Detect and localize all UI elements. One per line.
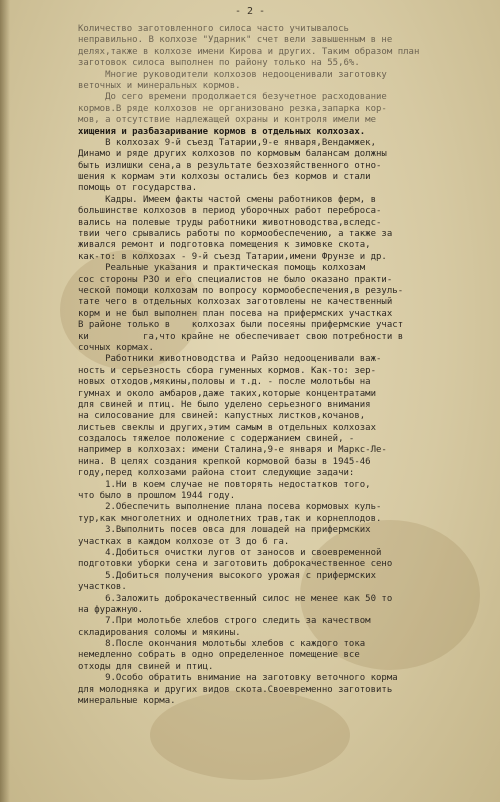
text-line: 4.Добиться очистки лугов от заносов и своевременной	[78, 547, 382, 558]
text-line: тур,как многолетних и однолетних трав,так и корнеплодов.	[78, 513, 382, 524]
text-line: 2.Обеспечить выполнение плана посева кормовых куль-	[78, 502, 382, 513]
text-line: быть излишки сена,а в результате безхозяйственного отно-	[78, 160, 382, 171]
text-line: ческой помощи колхозам по вопросу кормообеспечения,в резуль-	[78, 285, 404, 296]
text-line: тате чего в отдельных колхозах заготовлены не качественный	[78, 297, 393, 308]
typewritten-text	[78, 24, 494, 707]
text-line: В районе только в колхозах были посеяны прифермские участ	[78, 320, 404, 331]
text-line: листьев свеклы и других,этим самым в отдельных колхозах	[78, 422, 377, 433]
text-line: В колхозах 9-й съезд Татарии,9-е января,Вендамжек,	[78, 137, 377, 148]
text-line: помощь от государства.	[78, 183, 198, 194]
text-line: отходы для свиней и птиц.	[78, 661, 214, 672]
text-line: на фуражную.	[78, 604, 144, 615]
text-line: году,перед колхозами района стоит следующие задачи:	[78, 468, 355, 479]
text-line: 8.После окончания молотьбы хлебов с каждого тока	[78, 639, 366, 650]
page-number: - 2 -	[234, 6, 266, 17]
text-line: сос стороны РЗО и его специалистов не было оказано практи-	[78, 274, 393, 285]
text-line: для свиней и птиц. Не было уделено серьезного внимания	[78, 399, 371, 410]
text-line: например в колхозах: имени Сталина,9-е января и Маркс-Ле-	[78, 445, 387, 456]
page-edge-shadow	[0, 0, 10, 802]
text-line: что было в прошлом 1944 году.	[78, 491, 236, 502]
text-line: Количество заготовленного силоса часто учитывалось	[78, 24, 349, 34]
text-line: большинстве колхозов в период уборочных работ переброса-	[78, 206, 382, 217]
text-line: хищения и разбазаривание кормов в отдельных колхозах.	[78, 126, 366, 137]
text-line: Кадры. Имеем факты частой смены работников ферм, в	[78, 194, 377, 205]
text-line: заготовок силоса выполнен по району только на 55,6%.	[78, 58, 360, 69]
text-line: ки га,что крайне не обеспечивает свою потребности в	[78, 331, 404, 342]
text-line: живался ремонт и подготовка помещения к зимовке скота,	[78, 240, 371, 251]
text-line: на силосование для свиней: капустных листков,кочанов,	[78, 411, 366, 422]
text-line: Реальные указания и практическая помощь колхозам	[78, 263, 366, 274]
text-line: Работники животноводства и Райзо недооценивали важ-	[78, 354, 382, 365]
text-line: участках в каждом колхозе от 3 до 6 га.	[78, 536, 290, 547]
text-line: веточных и минеральных кормов.	[78, 80, 241, 91]
text-line: До сего времени продолжается безучетное расходование	[78, 92, 387, 103]
text-line: 6.Заложить доброкачественный силос не менее как 50 то	[78, 593, 393, 604]
text-line: как-то: в колхозах - 9-й съезд Татарии,имени Фрунзе и др.	[78, 251, 387, 262]
text-line: сочных кормах.	[78, 342, 154, 353]
text-line: подготовки уборки сена и заготовить доброкачественное сено	[78, 559, 393, 570]
text-line: неправильно. В колхозе "Ударник" счет вели завышенным в не	[78, 35, 393, 46]
text-line: твии чего срывались работы по кормообеспечению, а также за	[78, 229, 393, 240]
text-line: складирования соломы и мякины.	[78, 627, 241, 638]
text-line: новых отходов,мякины,половы и т.д. - после молотьбы на	[78, 377, 371, 388]
text-line: немедленно собрать в одно определенное помещение все	[78, 650, 360, 661]
text-line: 5.Добиться получения высокого урожая с прифермских	[78, 570, 377, 581]
text-line: создалось тяжелое положение с содержанием свиней, -	[78, 434, 355, 445]
text-line: для молодняка и других видов скота.Своевременно заготовить	[78, 684, 393, 695]
text-line: Многие руководители колхозов недооценивали заготовку	[78, 69, 387, 80]
text-line: 3.Выполнить посев овса для лошадей на прифермских	[78, 525, 371, 536]
text-line: вались на полевые труды работники животноводства,вследс-	[78, 217, 382, 228]
text-line: кормов.В ряде колхозов не организовано резка,запарка кор-	[78, 103, 387, 114]
text-line: минеральные корма.	[78, 696, 176, 707]
text-line: делях,также в колхозе имени Кирова и других. Таким образом план	[78, 46, 420, 57]
text-line: участков.	[78, 582, 127, 593]
text-line: гумнах и около амбаров,даже таких,которые концентратами	[78, 388, 377, 399]
text-line: нина. В целях создания крепкой кормовой базы в 1945-46	[78, 456, 371, 467]
text-line: 7.При молотьбе хлебов строго следить за качеством	[78, 616, 371, 627]
text-line: Динамо и ряде других колхозов по кормовым балансам должны	[78, 149, 387, 160]
text-line: 9.Особо обратить внимание на заготовку веточного корма	[78, 673, 398, 684]
text-line: ность и серьезность сбора гуменных кормов. Как-то: зер-	[78, 365, 377, 376]
text-line: 1.Ни в коем случае не повторять недостатков того,	[78, 479, 371, 490]
text-line: мов, а отсутствие надлежащей охраны и контроля имели ме	[78, 115, 377, 126]
text-line: корм и не был выполнен план посева на прифермских участках	[78, 308, 393, 319]
text-line: шения к кормам эти колхозы остались без кормов и стали	[78, 172, 371, 183]
